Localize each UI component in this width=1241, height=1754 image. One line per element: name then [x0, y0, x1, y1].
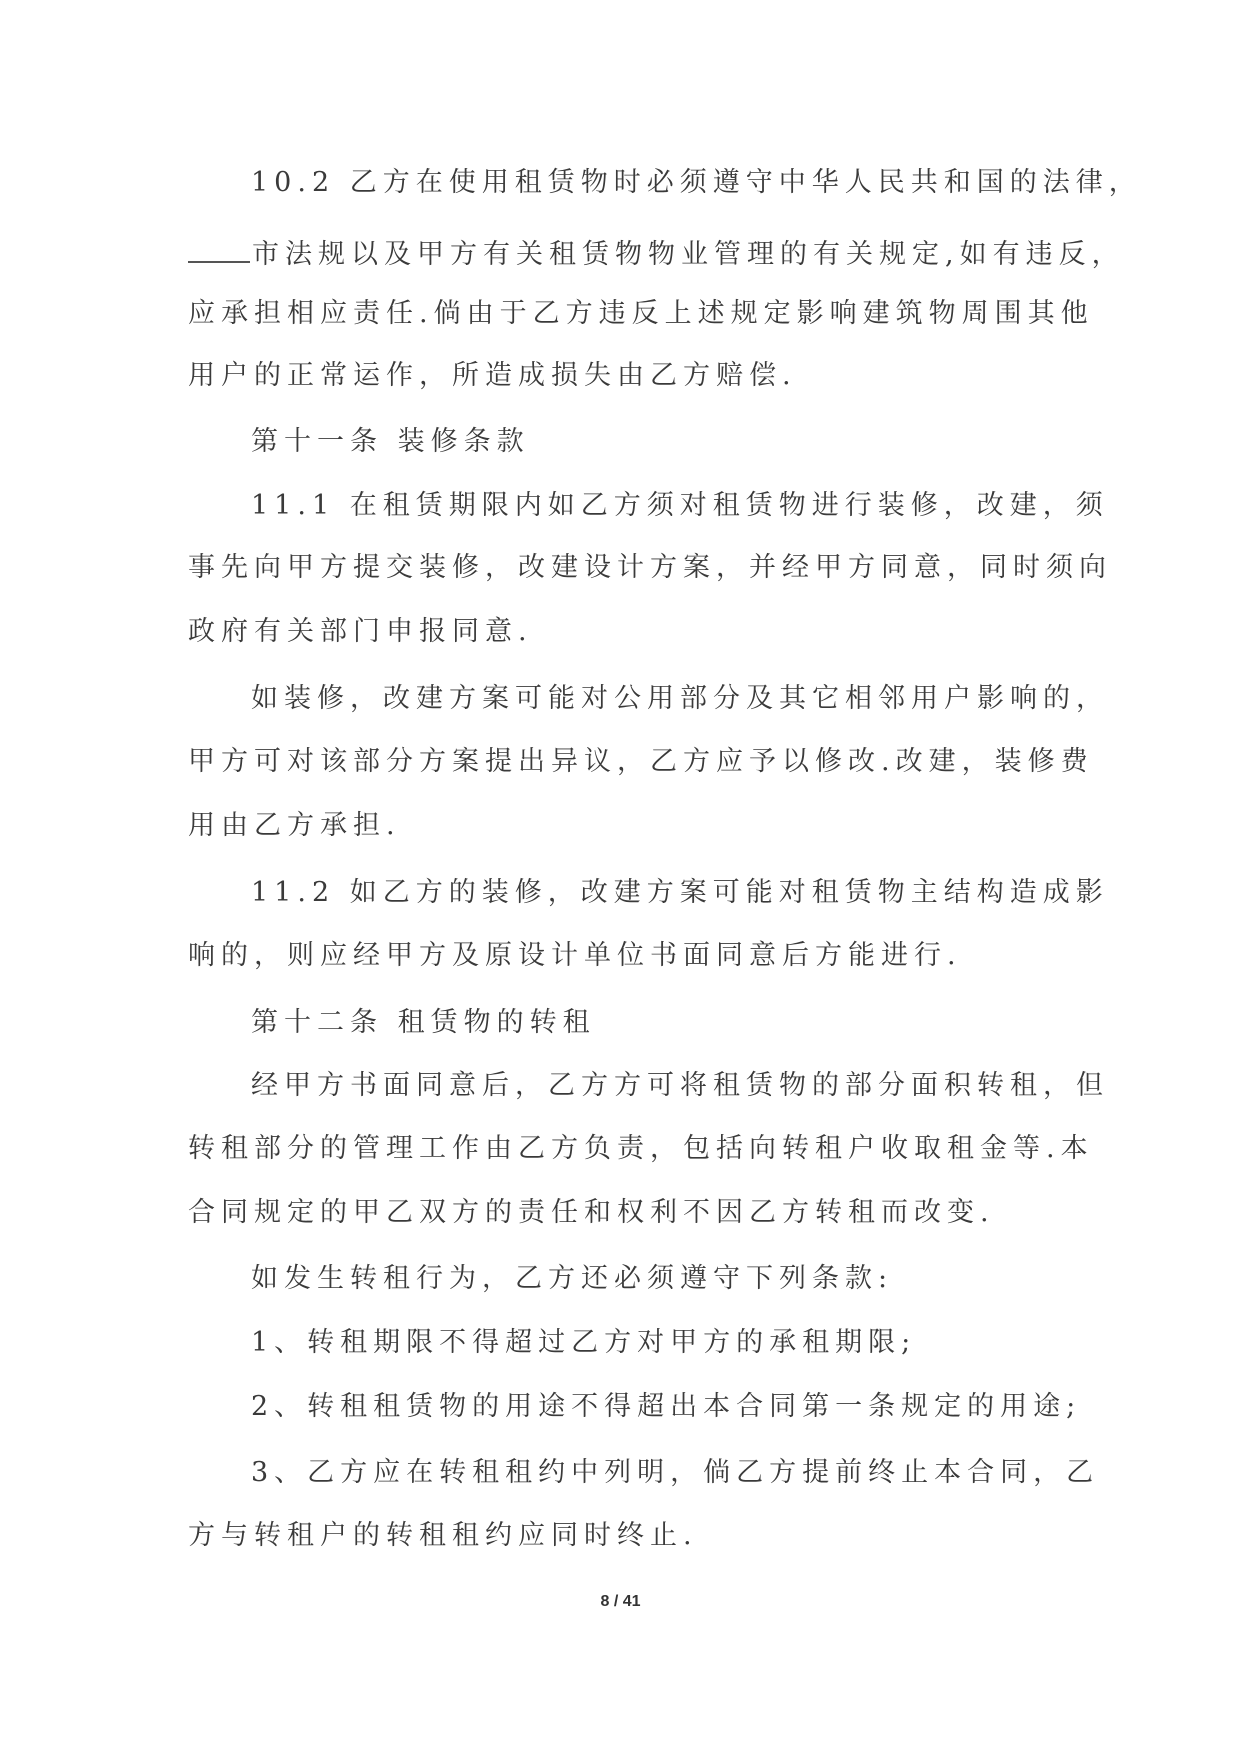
text-line: 10.2 乙方在使用租赁物时必须遵守中华人民共和国的法律，	[251, 167, 1142, 198]
fill-in-blank	[188, 235, 250, 263]
text-line-content: 市法规以及甲方有关租赁物物业管理的有关规定,如有违反，	[252, 239, 1125, 270]
text-line: 事先向甲方提交装修，改建设计方案，并经甲方同意，同时须向	[188, 552, 1112, 583]
article-heading: 第十一条 装修条款	[251, 426, 530, 457]
list-item: 1、转租期限不得超过乙方对甲方的承租期限;	[251, 1327, 917, 1358]
text-line: 甲方可对该部分方案提出异议，乙方应予以修改.改建，装修费	[188, 746, 1094, 777]
text-line: 应承担相应责任.倘由于乙方违反上述规定影响建筑物周围其他	[188, 298, 1094, 329]
article-heading: 第十二条 租赁物的转租	[251, 1007, 596, 1038]
text-line: 如发生转租行为，乙方还必须遵守下列条款:	[251, 1263, 894, 1294]
text-line: 11.1 在租赁期限内如乙方须对租赁物进行装修，改建，须	[251, 490, 1109, 521]
text-line: 响的，则应经甲方及原设计单位书面同意后方能进行.	[188, 940, 962, 971]
text-line: 经甲方书面同意后，乙方方可将租赁物的部分面积转租，但	[251, 1070, 1109, 1101]
text-line: 用户的正常运作，所造成损失由乙方赔偿.	[188, 360, 797, 391]
page-number: 8 / 41	[600, 1593, 641, 1610]
text-line: 政府有关部门申报同意.	[188, 616, 533, 647]
text-line: 如装修，改建方案可能对公用部分及其它相邻用户影响的，	[251, 683, 1109, 714]
text-line: 方与转租户的转租租约应同时终止.	[188, 1520, 698, 1551]
list-item: 2、转租租赁物的用途不得超出本合同第一条规定的用途;	[251, 1391, 1082, 1422]
text-line	[188, 235, 1125, 273]
text-line: 合同规定的甲乙双方的责任和权利不因乙方转租而改变.	[188, 1197, 995, 1228]
text-line: 转租部分的管理工作由乙方负责，包括向转租户收取租金等.本	[188, 1133, 1094, 1164]
text-line: 11.2 如乙方的装修，改建方案可能对租赁物主结构造成影	[251, 877, 1109, 908]
list-item: 3、乙方应在转租租约中列明，倘乙方提前终止本合同，乙	[251, 1457, 1100, 1488]
text-line: 用由乙方承担.	[188, 810, 401, 841]
